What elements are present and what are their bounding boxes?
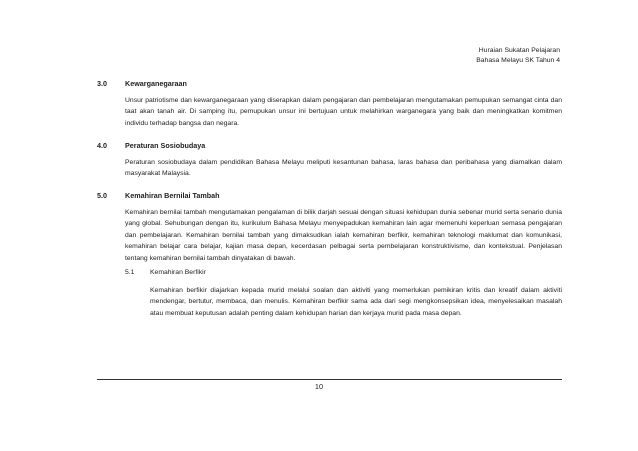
- section-title: Peraturan Sosiobudaya: [125, 141, 206, 150]
- section-number: 4.0: [97, 141, 107, 150]
- subsection-title: Kemahiran Berfikir: [150, 269, 206, 276]
- section-paragraph: Peraturan sosiobudaya dalam pendidikan Bahasa Melayu meliputi kesantunan bahasa, laras bahasa dan peribahasa yang diamalkan dalam masyarakat Malaysia.: [125, 159, 562, 178]
- section-paragraph: Unsur patriotisme dan kewarganegaraan yang diserapkan dalam pengajaran dan pembelajaran mengutamakan pemupukan semangat cinta dan taat akan tanah air. Di samping itu, pemupukan unsur ini bertujuan untuk melahirkan warganegara yang baik dan meningkatkan komitmen individu terhadap bangsa dan negara.: [125, 97, 562, 127]
- subsection-paragraph: Kemahiran berfikir diajarkan kepada murid melalui soalan dan aktiviti yang memerlukan pemikiran kritis dan kreatif dalam aktiviti mendengar, bertutur, membaca, dan menulis. Kemahiran berfikir sama ada dari segi mengkonsepsikan idea, menyelesaikan masalah atau membuat keputusan adalah penting dalam kehidupan harian dan kerjaya murid pada masa depan.: [150, 287, 562, 317]
- section-paragraph: Kemahiran bernilai tambah mengutamakan pengalaman di bilik darjah sesuai dengan situasi kehidupan dunia sebenar murid serta senario dunia yang global. Sehubungan dengan itu, kurikulum Bahasa Melayu menyepadukan kemahiran lain agar memenuhi keperluan semasa pengajaran dan pembelajaran. Kemahiran bernilai tambah yang dimaksudkan ialah kemahiran berfikir, kemahiran teknologi maklumat dan komunikasi, kemahiran belajar cara belajar, kajian masa depan, kecerdasan pelbagai serta pembelajaran konstruktivisme, dan kontekstual. Penjelasan tentang kemahiran bernilai tambah dinyatakan di bawah.: [125, 209, 562, 262]
- section-number: 5.0: [97, 191, 107, 200]
- section-title: Kewarganegaraan: [125, 79, 187, 88]
- section-number: 3.0: [97, 79, 107, 88]
- header-subtitle: Bahasa Melayu SK Tahun 4: [476, 57, 560, 64]
- page-number: 10: [314, 382, 324, 391]
- running-header: [476, 46, 560, 66]
- footer-divider: [97, 379, 562, 380]
- header-title: Huraian Sukatan Pelajaran: [478, 47, 560, 54]
- subsection-number: 5.1: [125, 269, 135, 276]
- section-title: Kemahiran Bernilai Tambah: [125, 191, 220, 200]
